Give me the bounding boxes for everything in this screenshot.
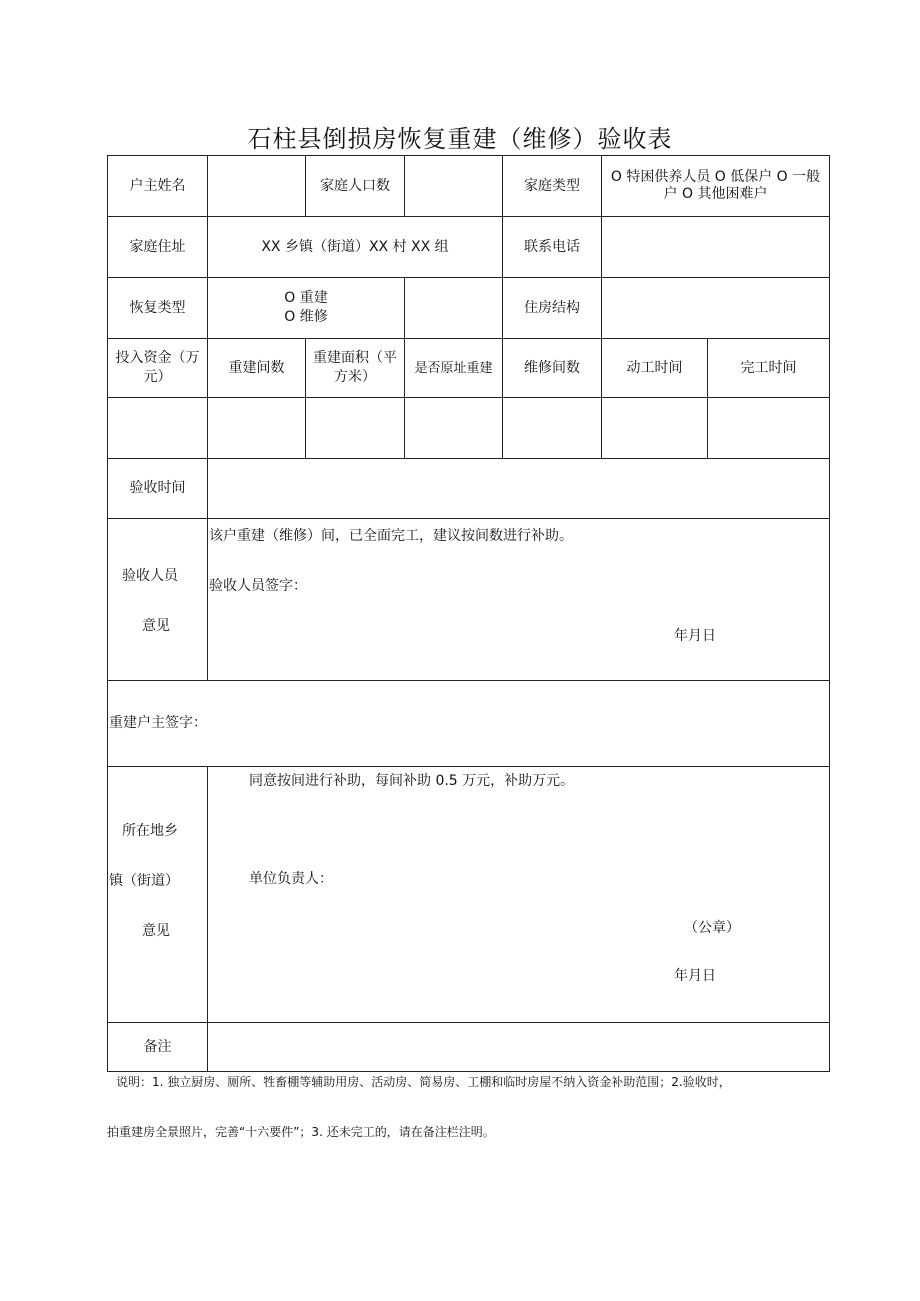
township-date-label: 年月日 — [674, 968, 716, 984]
row-recovery-type — [108, 278, 830, 339]
end-time-field[interactable] — [708, 398, 830, 459]
row-remarks — [108, 1023, 830, 1072]
rebuild-rooms-label: 重建间数 — [208, 339, 306, 398]
family-type-options[interactable] — [602, 156, 830, 217]
row-acceptance-time — [108, 459, 830, 519]
inspector-label-line1: 验收人员 — [122, 568, 178, 584]
structure-field[interactable] — [602, 278, 830, 339]
investment-label: 投入资金（万元） — [108, 339, 208, 398]
repair-rooms-field[interactable] — [503, 398, 602, 459]
form-title: 石柱县倒损房恢复重建（维修）验收表 — [247, 125, 673, 153]
owner-name-label: 户主姓名 — [108, 156, 208, 217]
family-type-options-line2: 户 O 其他困难户 — [663, 186, 768, 202]
phone-label: 联系电话 — [503, 217, 602, 278]
owner-signature-field[interactable] — [108, 681, 830, 767]
township-label-line2: 镇（街道） — [109, 873, 179, 889]
repair-rooms-label: 维修间数 — [503, 339, 602, 398]
family-type-label: 家庭类型 — [503, 156, 602, 217]
township-responsible-label: 单位负责人： — [249, 871, 333, 887]
township-seal-label: （公章） — [684, 920, 740, 936]
row-address — [108, 217, 830, 278]
township-label-line1: 所在地乡 — [122, 823, 178, 839]
acceptance-form-table — [107, 155, 830, 1072]
option-rebuild[interactable]: O 重建 — [284, 290, 328, 306]
inspector-signature-label: 验收人员签字： — [209, 578, 307, 594]
address-value[interactable]: XX 乡镇（街道）XX 村 XX 组 — [208, 217, 503, 278]
inspector-statement: 该户重建（维修）间，已全面完工，建议按间数进行补助。 — [209, 528, 573, 544]
notes-line2: 拍重建房全景照片，完善“十六要件”；3. 还未完工的，请在备注栏注明。 — [107, 1125, 495, 1139]
inspector-date-label: 年月日 — [674, 628, 716, 644]
township-opinion-field[interactable] — [208, 767, 830, 1023]
rebuild-rooms-field[interactable] — [208, 398, 306, 459]
remarks-field[interactable] — [208, 1023, 830, 1072]
township-statement: 同意按间进行补助，每间补助 0.5 万元，补助万元。 — [249, 773, 575, 789]
row-owner-signature — [108, 681, 830, 767]
notes-line1: 说明：1. 独立厨房、厕所、牲畜棚等辅助用房、活动房、简易房、工棚和临时房屋不纳入资金补助范围；2.验收时， — [116, 1075, 731, 1089]
rebuild-area-label: 重建面积（平方米） — [306, 339, 405, 398]
remarks-label: 备注 — [108, 1023, 208, 1072]
township-label-line3: 意见 — [142, 923, 170, 939]
recovery-type-label: 恢复类型 — [108, 278, 208, 339]
acceptance-time-label: 验收时间 — [108, 459, 208, 519]
inspector-opinion-label — [108, 519, 208, 681]
recovery-type-options[interactable] — [208, 278, 405, 339]
owner-signature-label: 重建户主签字： — [109, 715, 207, 731]
start-time-label: 动工时间 — [602, 339, 708, 398]
original-site-label: 是否原址重建 — [405, 339, 503, 398]
row-investment-values — [108, 398, 830, 459]
inspector-opinion-field[interactable] — [208, 519, 830, 681]
population-label: 家庭人口数 — [306, 156, 405, 217]
phone-field[interactable] — [602, 217, 830, 278]
structure-label: 住房结构 — [503, 278, 602, 339]
row-owner-info — [108, 156, 830, 217]
option-repair[interactable]: O 维修 — [284, 309, 328, 325]
recovery-type-extra-field[interactable] — [405, 278, 503, 339]
inspector-label-line2: 意见 — [142, 618, 170, 634]
township-opinion-label — [108, 767, 208, 1023]
population-field[interactable] — [405, 156, 503, 217]
row-inspector-opinion — [108, 519, 830, 681]
investment-field[interactable] — [108, 398, 208, 459]
rebuild-area-field[interactable] — [306, 398, 405, 459]
original-site-field[interactable] — [405, 398, 503, 459]
address-label: 家庭住址 — [108, 217, 208, 278]
family-type-options-line1: O 特困供养人员 O 低保户 O 一般 — [610, 169, 821, 185]
row-investment-headers — [108, 339, 830, 398]
owner-name-field[interactable] — [208, 156, 306, 217]
end-time-label: 完工时间 — [708, 339, 830, 398]
acceptance-time-field[interactable] — [208, 459, 830, 519]
row-township-opinion — [108, 767, 830, 1023]
start-time-field[interactable] — [602, 398, 708, 459]
